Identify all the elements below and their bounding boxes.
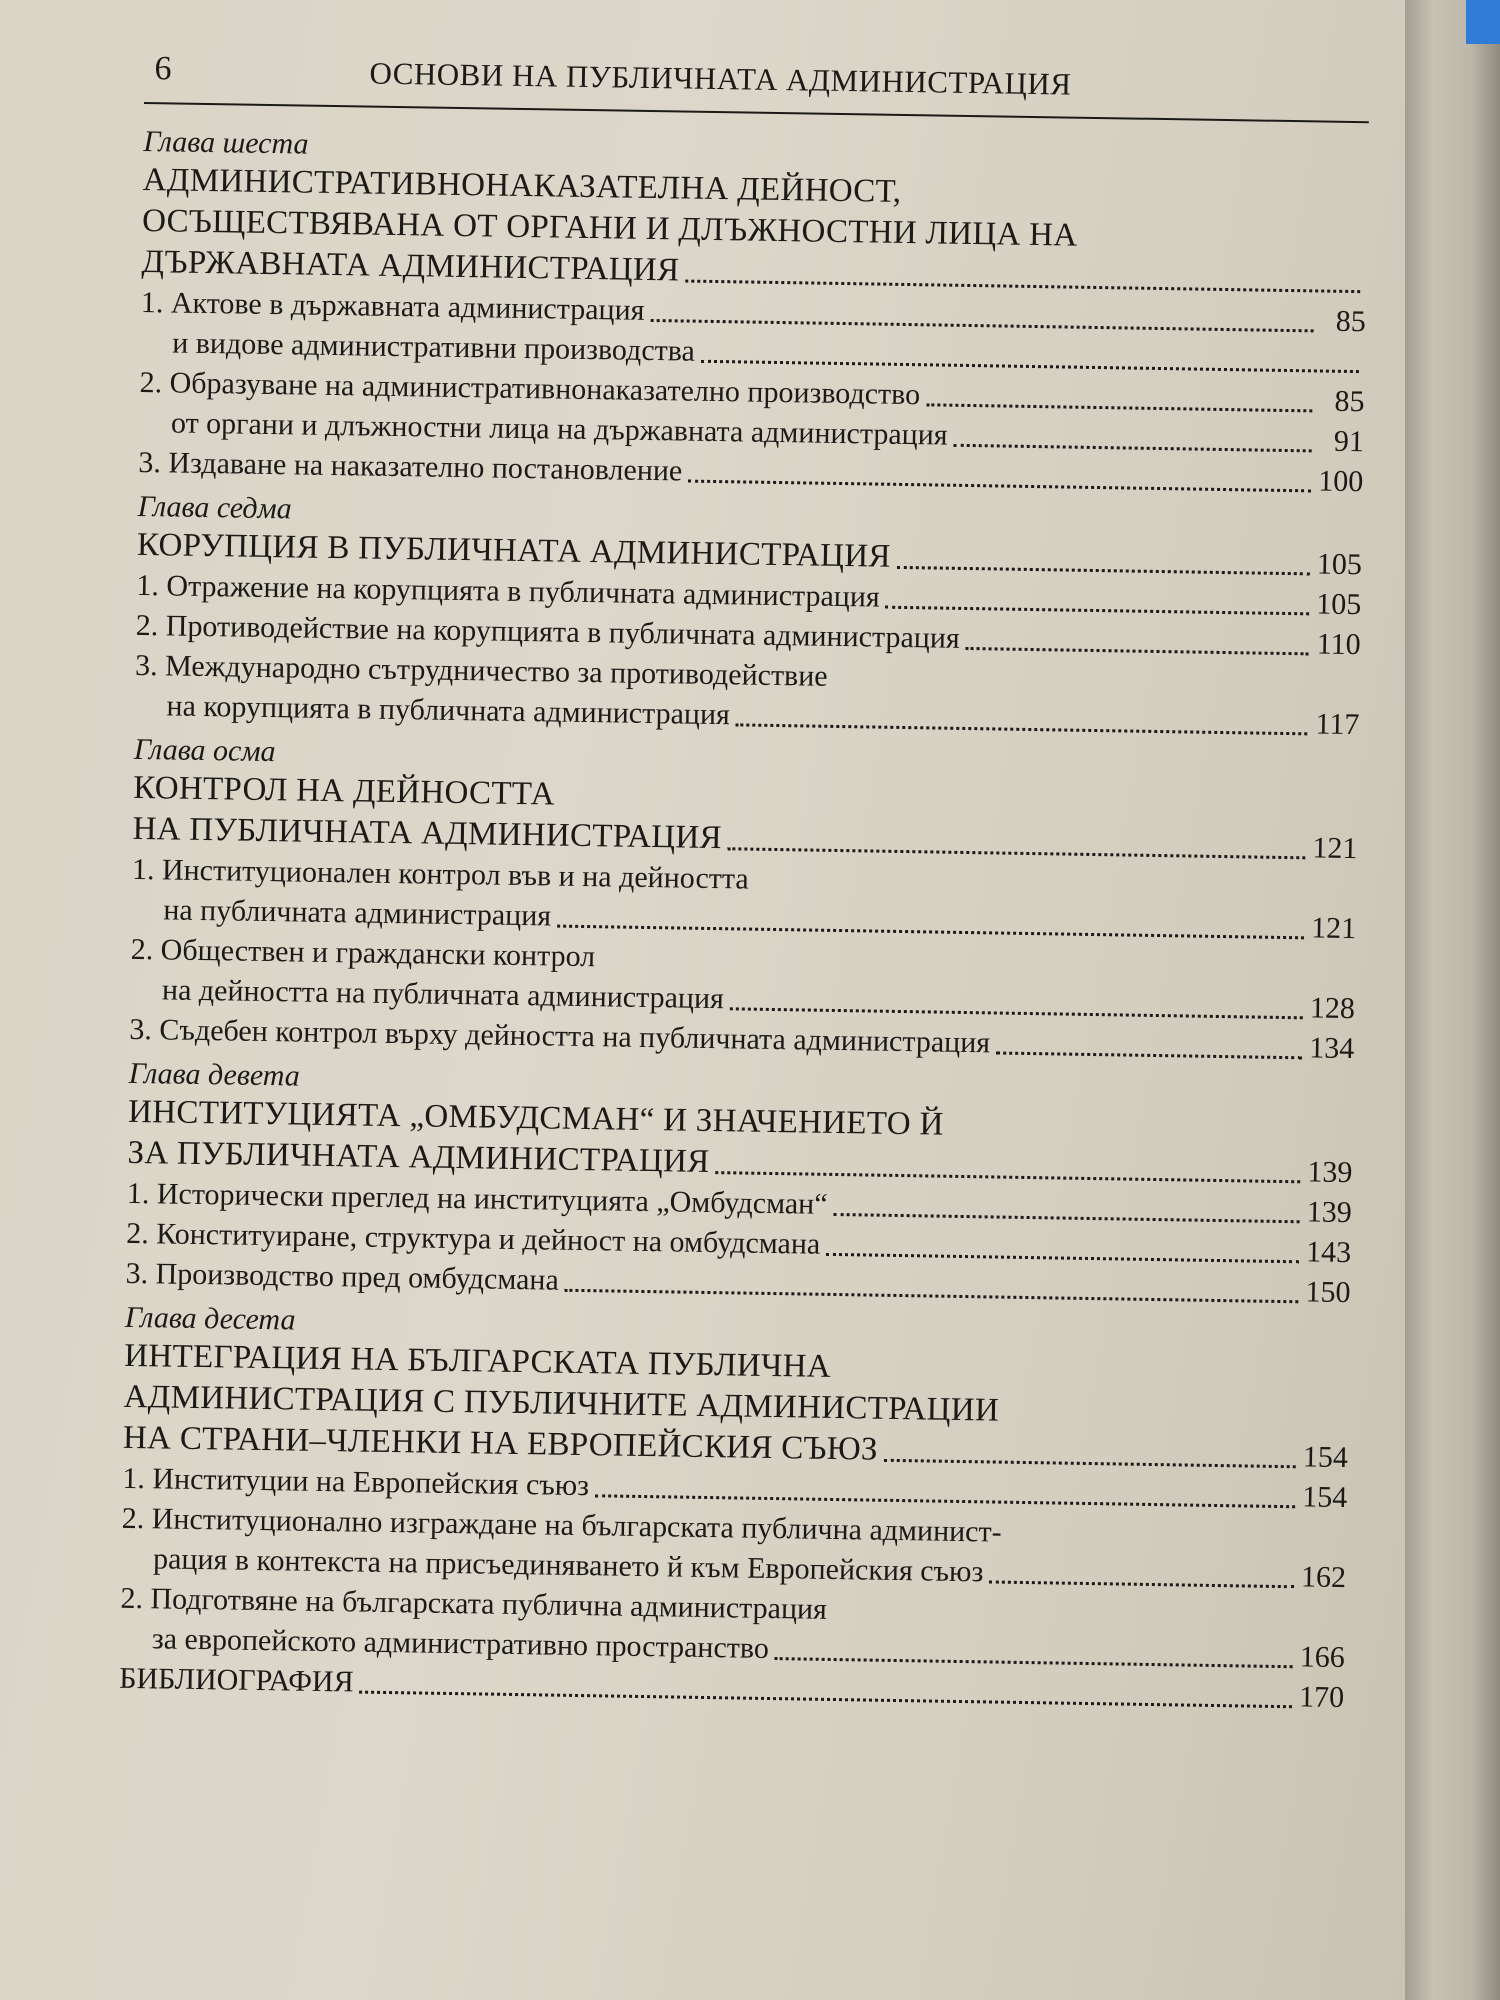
dot-leader bbox=[650, 319, 1313, 332]
chapter-7-label: Глава седма bbox=[137, 489, 292, 526]
entry-page: 139 bbox=[1307, 1155, 1353, 1190]
bibliography-label: БИБЛИОГРАФИЯ bbox=[119, 1661, 354, 1699]
chapter-8-label: Глава осма bbox=[133, 732, 276, 769]
entry-page: 139 bbox=[1306, 1195, 1352, 1230]
entry-page: 121 bbox=[1312, 831, 1358, 866]
entry-text: 1. Исторически преглед на институцията „Омбудсман“ bbox=[126, 1176, 828, 1221]
entry-text: 3. Съдебен контрол върху дейността на публичната администрация bbox=[129, 1012, 991, 1060]
dot-leader bbox=[966, 647, 1309, 655]
chapter-10-title-line-1: ИНТЕГРАЦИЯ НА БЪЛГАРСКАТА ПУБЛИЧНА bbox=[124, 1337, 832, 1385]
dot-leader bbox=[715, 1171, 1300, 1183]
chapter-9-title-line-2: ЗА ПУБЛИЧНАТА АДМИНИСТРАЦИЯ bbox=[127, 1134, 710, 1181]
dot-leader bbox=[730, 1007, 1303, 1019]
entry-page: 105 bbox=[1316, 587, 1362, 622]
chapter-8-title-line-2: НА ПУБЛИЧНАТА АДМИНИСТРАЦИЯ bbox=[132, 810, 723, 857]
dot-leader bbox=[565, 1289, 1299, 1304]
dot-leader bbox=[775, 1657, 1293, 1668]
dot-leader bbox=[359, 1691, 1292, 1709]
entry-text: 1. Актове в държавната администрация bbox=[140, 285, 645, 327]
entry-text: рация в контекста на присъединяването й към Европейския съюз bbox=[152, 1542, 984, 1589]
entry-text: 3. Издаване на наказателно постановление bbox=[138, 445, 683, 488]
chapter-10-label: Глава десета bbox=[124, 1300, 296, 1337]
entry-text: от органи и длъжностни лица на държавната администрация bbox=[170, 406, 948, 452]
dot-leader bbox=[926, 403, 1312, 412]
entry-page: 150 bbox=[1305, 1275, 1351, 1310]
chapter-9-label: Глава девета bbox=[128, 1056, 301, 1093]
entry-page: 166 bbox=[1299, 1640, 1345, 1675]
dot-leader bbox=[996, 1051, 1302, 1059]
dot-leader bbox=[736, 723, 1308, 735]
blue-corner bbox=[1466, 0, 1500, 44]
dot-leader bbox=[685, 280, 1360, 294]
entry-text: и видове административни производства bbox=[171, 326, 696, 368]
dot-leader bbox=[688, 480, 1311, 493]
dot-leader bbox=[953, 444, 1311, 453]
chapter-8-title-line-1: КОНТРОЛ НА ДЕЙНОСТТА bbox=[132, 769, 556, 813]
entry-text: за европейското административно пространство bbox=[151, 1622, 770, 1665]
entry-page: 85 bbox=[1335, 304, 1366, 339]
dot-leader bbox=[826, 1253, 1299, 1263]
entry-page: 117 bbox=[1315, 707, 1360, 742]
chapter-6-title-line-1: АДМИНИСТРАТИВНОНАКАЗАТЕЛНА ДЕЙНОСТ, bbox=[142, 161, 902, 210]
entry-text: на дейността на публичната администрация bbox=[161, 973, 725, 1016]
chapter-7-title: КОРУПЦИЯ В ПУБЛИЧНАТА АДМИНИСТРАЦИЯ bbox=[136, 526, 892, 575]
entry-text: 2. Подготвяне на българската публична администрация bbox=[120, 1581, 828, 1626]
dot-leader bbox=[897, 566, 1310, 575]
dot-leader bbox=[989, 1580, 1294, 1588]
chapter-10-title-line-2: АДМИНИСТРАЦИЯ С ПУБЛИЧНИТЕ АДМИНИСТРАЦИИ bbox=[123, 1378, 1000, 1429]
dot-leader bbox=[701, 360, 1359, 373]
entry-text: на публичната администрация bbox=[163, 893, 552, 933]
entry-text: 1. Институции на Европейския съюз bbox=[122, 1461, 590, 1503]
dot-leader bbox=[557, 925, 1304, 940]
dot-leader bbox=[886, 606, 1310, 616]
entry-text: 1. Институционален контрол във и на дейността bbox=[131, 852, 749, 896]
entry-page: 105 bbox=[1316, 547, 1363, 582]
entry-page: 154 bbox=[1302, 1440, 1349, 1475]
entry-text: 2. Конституиране, структура и дейност на омбудсмана bbox=[125, 1216, 821, 1261]
dot-leader bbox=[884, 1459, 1296, 1468]
entry-page: 100 bbox=[1317, 464, 1364, 499]
entry-text: на корупцията в публичната администрация bbox=[166, 689, 731, 732]
toc-sheet bbox=[119, 40, 1370, 1718]
entry-text: 3. Производство пред омбудсмана bbox=[125, 1256, 560, 1297]
entry-page: 143 bbox=[1305, 1235, 1352, 1270]
entry-page: 134 bbox=[1309, 1031, 1355, 1066]
entry-text: 2. Институционално изграждане на българската публична админист- bbox=[121, 1501, 1002, 1549]
dot-leader bbox=[833, 1213, 1299, 1223]
running-header bbox=[144, 40, 1370, 123]
page-edge bbox=[1405, 0, 1500, 2000]
chapter-6-title-line-2: ОСЪЩЕСТВЯВАНА ОТ ОРГАНИ И ДЛЪЖНОСТНИ ЛИЦА НА bbox=[141, 202, 1078, 254]
entry-text: 1. Отражение на корупцията в публичната администрация bbox=[136, 568, 881, 614]
entry-page: 128 bbox=[1309, 991, 1356, 1026]
entry-page: 91 bbox=[1333, 424, 1365, 459]
chapter-9-title-line-1: ИНСТИТУЦИЯТА „ОМБУДСМАН“ И ЗНАЧЕНИЕТО Й bbox=[127, 1093, 944, 1143]
table-of-contents bbox=[119, 124, 1369, 1718]
chapter-10-title-line-3: НА СТРАНИ–ЧЛЕНКИ НА ЕВРОПЕЙСКИЯ СЪЮЗ bbox=[122, 1419, 879, 1468]
entry-text: 2. Обществен и граждански контрол bbox=[130, 932, 596, 974]
entry-page: 85 bbox=[1334, 384, 1365, 419]
entry-page: 162 bbox=[1300, 1560, 1347, 1595]
entry-page: 154 bbox=[1302, 1480, 1348, 1515]
entry-text: 2. Образуване на административнонаказателно производство bbox=[139, 365, 921, 412]
entry-page: 170 bbox=[1298, 1680, 1345, 1715]
running-title: ОСНОВИ НА ПУБЛИЧНАТА АДМИНИСТРАЦИЯ bbox=[369, 55, 1072, 102]
page-number: 6 bbox=[154, 50, 172, 88]
chapter-6-title-line-3: ДЪРЖАВНАТА АДМИНИСТРАЦИЯ bbox=[141, 243, 680, 289]
dot-leader bbox=[595, 1494, 1295, 1508]
chapter-6-label: Глава шеста bbox=[143, 124, 309, 161]
entry-page: 121 bbox=[1310, 911, 1357, 946]
entry-text: 3. Международно сътрудничество за противодействие bbox=[134, 648, 828, 693]
dot-leader bbox=[728, 847, 1306, 859]
entry-text: 2. Противодействие на корупцията в публичната администрация bbox=[135, 608, 960, 655]
entry-page: 110 bbox=[1316, 627, 1361, 662]
